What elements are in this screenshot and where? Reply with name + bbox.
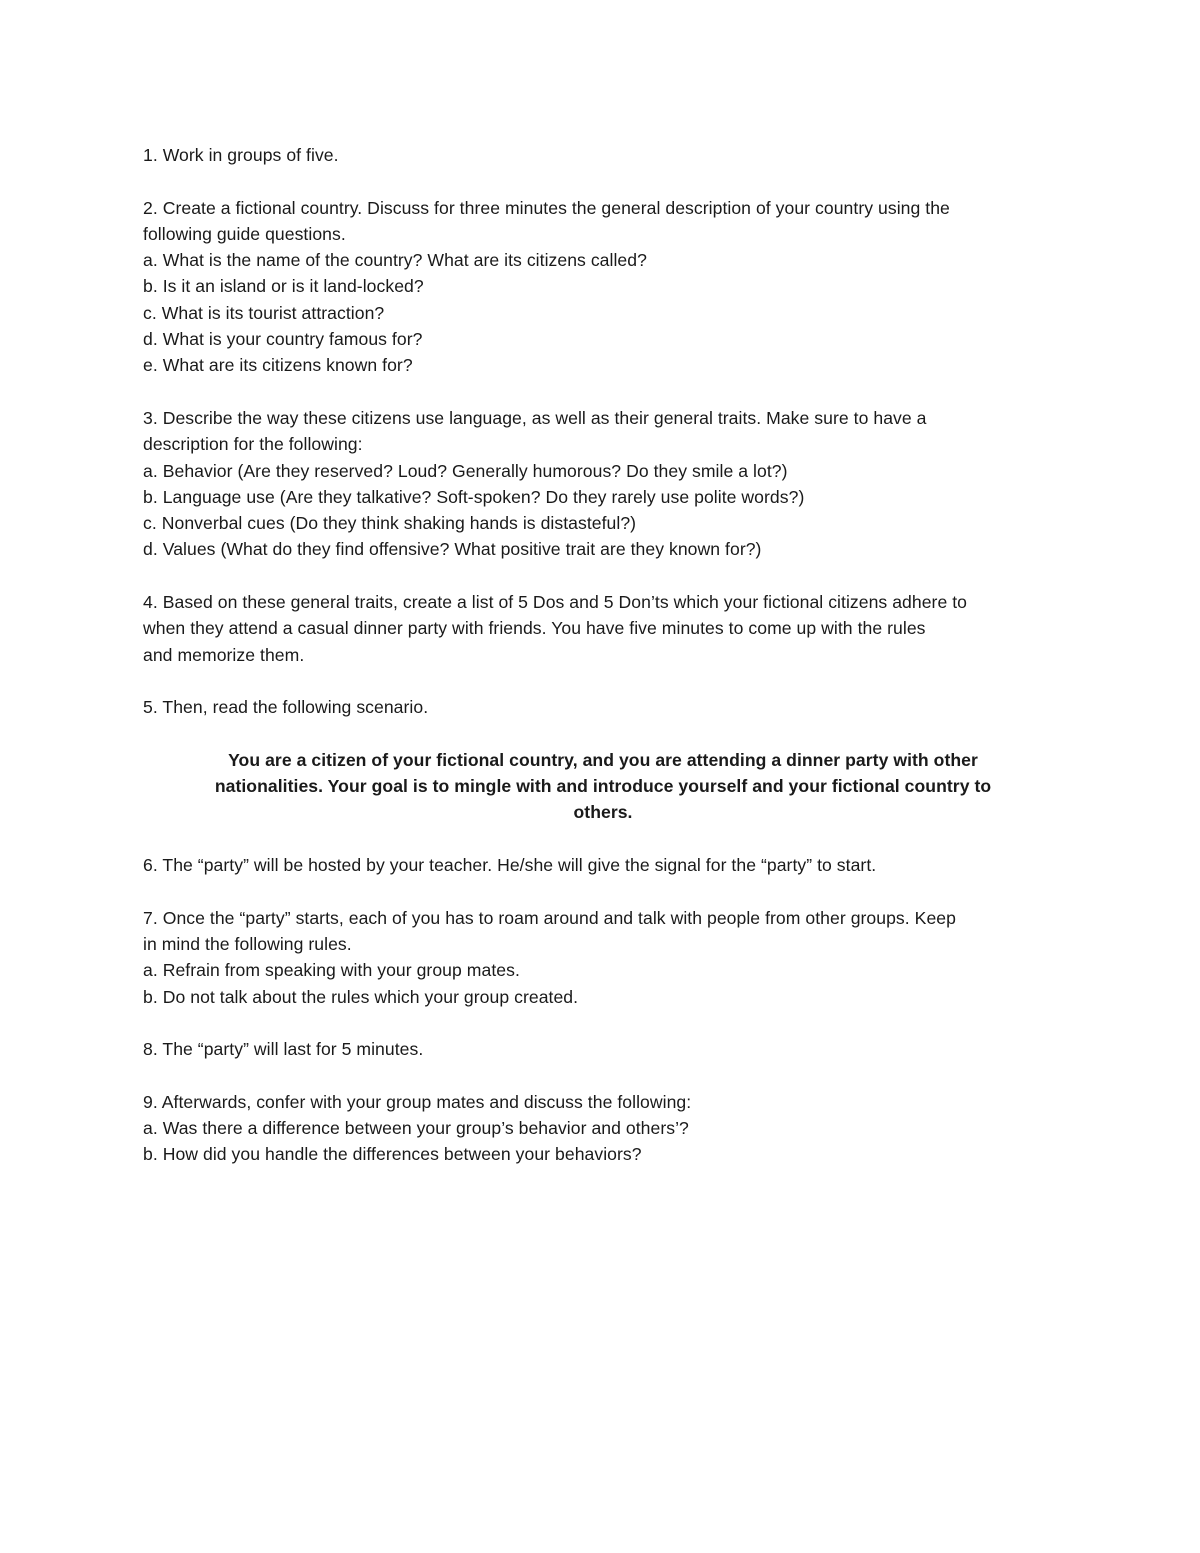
paragraph-gap [143,826,1063,852]
text-line: 6. The “party” will be hosted by your teacher. He/she will give the signal for the “party” to start. [143,855,877,876]
text-line: 3. Describe the way these citizens use language, as well as their general traits. Make sure to have a [143,407,927,428]
text-line: b. Language use (Are they talkative? Soft-spoken? Do they rarely use polite words?) [143,486,805,507]
text-line: d. What is your country famous for? [143,329,423,350]
text-line: description for the following: [143,434,363,455]
text-line: and memorize them. [143,644,305,665]
text-line: 8. The “party” will last for 5 minutes. [143,1039,424,1060]
text-line: a. What is the name of the country? What are its citizens called? [143,250,647,271]
text-line: 7. Once the “party” starts, each of you has to roam around and talk with people from other groups. Keep [143,907,956,928]
paragraph-gap [143,721,1063,747]
scenario-line: others. [573,802,633,823]
paragraph-gap [143,878,1063,904]
text-line: 9. Afterwards, confer with your group mates and discuss the following: [143,1091,692,1112]
text-line: e. What are its citizens known for? [143,355,413,376]
scenario-line: You are a citizen of your fictional country, and you are attending a dinner party with other [228,749,978,770]
text-line: b. Is it an island or is it land-locked? [143,276,424,297]
text-line: in mind the following rules. [143,933,352,954]
paragraph-gap [143,379,1063,405]
text-line: c. Nonverbal cues (Do they think shaking hands is distasteful?) [143,513,637,534]
text-line: d. Values (What do they find offensive? What positive trait are they known for?) [143,539,762,560]
text-line: following guide questions. [143,223,346,244]
text-line: 1. Work in groups of five. [143,145,339,165]
text-line: 4. Based on these general traits, create a list of 5 Dos and 5 Don’ts which your fictional citizens adhere to [143,592,968,613]
paragraph-gap [143,668,1063,694]
text-line: 2. Create a fictional country. Discuss for three minutes the general description of your country using the [143,197,950,218]
paragraph-gap [143,168,1063,194]
text-line: a. Behavior (Are they reserved? Loud? Generally humorous? Do they smile a lot?) [143,460,788,481]
scenario-line: nationalities. Your goal is to mingle with and introduce yourself and your fictional country to [214,776,992,797]
text-line: when they attend a casual dinner party with friends. You have five minutes to come up with the rules [143,618,926,639]
text-line: b. How did you handle the differences between your behaviors? [143,1144,642,1165]
text-line: a. Was there a difference between your group’s behavior and others’? [143,1117,689,1138]
paragraph-gap [143,1010,1063,1036]
text-line: 5. Then, read the following scenario. [143,697,429,718]
text-line: b. Do not talk about the rules which your group created. [143,986,579,1007]
paragraph-gap [143,1062,1063,1088]
paragraph-gap [143,563,1063,589]
text-line: a. Refrain from speaking with your group mates. [143,960,520,981]
text-line: c. What is its tourist attraction? [143,302,385,323]
document-page [143,142,1063,1168]
